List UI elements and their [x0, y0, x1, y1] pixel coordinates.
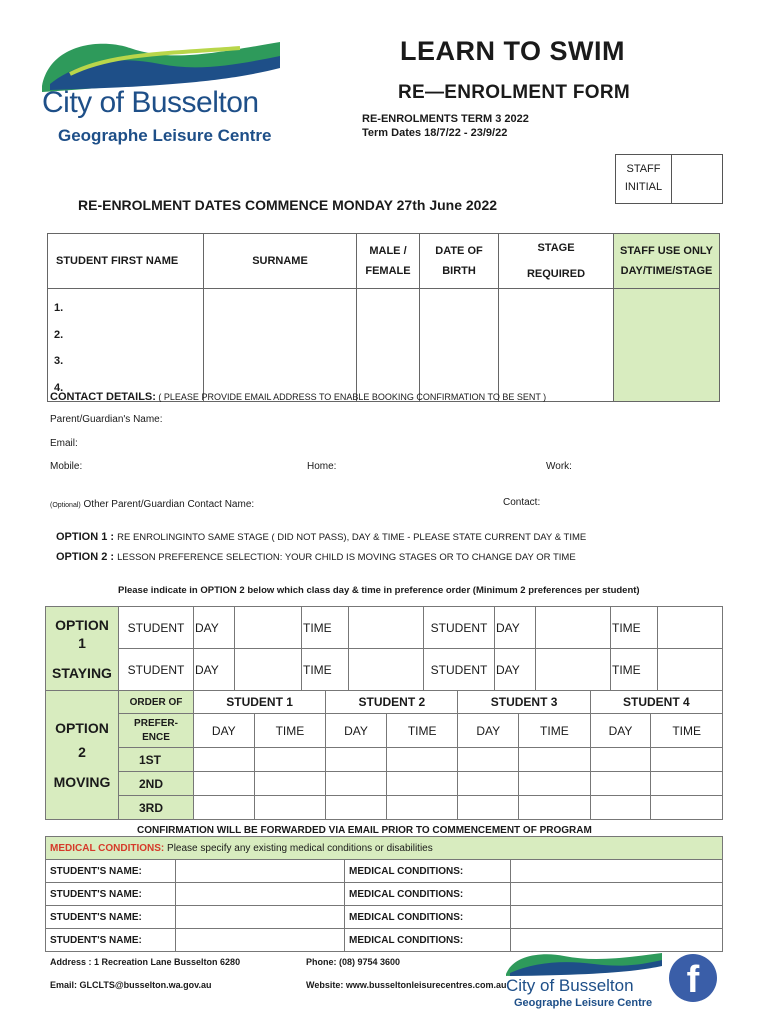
student-name-field[interactable]: [176, 929, 345, 952]
pref-cell[interactable]: [326, 772, 387, 796]
opt1-day-c-field[interactable]: [235, 649, 302, 691]
header-first-name: STUDENT FIRST NAME: [48, 234, 204, 289]
dob-field[interactable]: [420, 289, 499, 402]
form-subtitle: RE—ENROLMENT FORM: [398, 82, 631, 103]
option2-line: OPTION 2 : LESSON PREFERENCE SELECTION: YOUR CHILD IS MOVING STAGES OR TO CHANGE DAY OR TIME: [56, 551, 576, 563]
opt1-student-b-label: STUDENT: [424, 607, 495, 649]
pref-cell[interactable]: [326, 748, 387, 772]
pref-cell[interactable]: [254, 748, 326, 772]
pref-cell[interactable]: [651, 748, 723, 772]
pref-cell[interactable]: [519, 748, 591, 772]
pref-cell[interactable]: [194, 796, 255, 820]
pref-3rd: 3RD: [119, 796, 194, 820]
medical-conditions-field[interactable]: [511, 929, 723, 952]
pref-cell[interactable]: [386, 772, 458, 796]
header-dob: DATE OF BIRTH: [420, 234, 499, 289]
enrolment-dates: RE-ENROLMENT DATES COMMENCE MONDAY 27th June 2022: [78, 197, 498, 213]
pref-cell[interactable]: [386, 748, 458, 772]
opt1-day-a-field[interactable]: [235, 607, 302, 649]
opt1-time-a-field[interactable]: [349, 607, 424, 649]
medical-conditions-field[interactable]: [511, 883, 723, 906]
student2-header: STUDENT 2: [326, 691, 458, 714]
opt1-student-c-label: STUDENT: [119, 649, 194, 691]
student3-header: STUDENT 3: [458, 691, 590, 714]
logo-centre-name: Geographe Leisure Centre: [58, 126, 272, 145]
surname-field[interactable]: [204, 289, 357, 402]
footer-logo-centre: Geographe Leisure Centre: [514, 997, 653, 1009]
gender-field[interactable]: [357, 289, 420, 402]
staff-initial-box: [615, 154, 723, 204]
medical-conditions-label: MEDICAL CONDITIONS:: [345, 883, 511, 906]
option1-line: OPTION 1 : RE ENROLINGINTO SAME STAGE ( DID NOT PASS), DAY & TIME - PLEASE STATE CURRENT DAY & TIME: [56, 531, 587, 543]
pref-2nd: 2ND: [119, 772, 194, 796]
pref-cell[interactable]: [254, 796, 326, 820]
s4-day-header: DAY: [590, 714, 651, 748]
staff-use-field: [614, 289, 720, 402]
contact-heading: CONTACT DETAILS:: [50, 391, 156, 403]
pref-cell[interactable]: [590, 748, 651, 772]
optional-label: (Optional): [50, 502, 81, 509]
preference-instruction: Please indicate in OPTION 2 below which class day & time in preference order (Minimum 2 preferences per student): [118, 585, 640, 596]
footer-logo: [504, 950, 666, 1012]
opt1-time-d-label: TIME: [611, 649, 658, 691]
term-info: [362, 112, 529, 140]
order-of-label: ORDER OF: [119, 691, 194, 714]
medical-heading: MEDICAL CONDITIONS:: [50, 842, 165, 854]
medical-conditions-label: MEDICAL CONDITIONS:: [345, 906, 511, 929]
medical-conditions-field[interactable]: [511, 860, 723, 883]
pref-1st: 1ST: [119, 748, 194, 772]
parent-name-label[interactable]: Parent/Guardian's Name:: [50, 414, 163, 425]
opt1-day-a-label: DAY: [194, 607, 235, 649]
opt1-student-d-label: STUDENT: [424, 649, 495, 691]
medical-conditions-field[interactable]: [511, 906, 723, 929]
facebook-icon[interactable]: f: [669, 954, 717, 1002]
contact-label[interactable]: Contact:: [503, 497, 541, 508]
pref-cell[interactable]: [519, 772, 591, 796]
student-name-label: STUDENT'S NAME:: [46, 860, 176, 883]
s1-time-header: TIME: [254, 714, 326, 748]
pref-cell[interactable]: [590, 772, 651, 796]
pref-cell[interactable]: [326, 796, 387, 820]
footer-logo-city: City of Busselton: [506, 976, 634, 995]
s2-time-header: TIME: [386, 714, 458, 748]
term-dates: Term Dates 18/7/22 - 23/9/22: [362, 127, 508, 139]
pref-cell[interactable]: [651, 796, 723, 820]
student-rows-numbers[interactable]: 1. 2. 3. 4.: [48, 289, 204, 402]
opt1-time-d-field[interactable]: [658, 649, 723, 691]
student-table: [47, 233, 720, 402]
student-name-field[interactable]: [176, 906, 345, 929]
student1-header: STUDENT 1: [194, 691, 326, 714]
opt1-day-c-label: DAY: [194, 649, 235, 691]
opt1-day-b-label: DAY: [495, 607, 536, 649]
header-stage: STAGE REQUIRED: [499, 234, 614, 289]
contact-heading-line: [50, 391, 546, 403]
opt1-time-b-field[interactable]: [658, 607, 723, 649]
footer-address: Address : 1 Recreation Lane Busselton 6280: [50, 957, 241, 967]
pref-cell[interactable]: [458, 748, 519, 772]
home-label[interactable]: Home:: [307, 461, 337, 472]
header-staff-use: STAFF USE ONLY DAY/TIME/STAGE: [614, 234, 720, 289]
city-logo: [40, 34, 285, 149]
other-contact-label: Other Parent/Guardian Contact Name:: [80, 499, 255, 510]
s4-time-header: TIME: [651, 714, 723, 748]
footer-logo-wave-icon: [504, 950, 664, 976]
option2-table: [45, 690, 723, 820]
email-label[interactable]: Email:: [50, 438, 78, 449]
opt1-day-d-field[interactable]: [536, 649, 611, 691]
student4-header: STUDENT 4: [590, 691, 722, 714]
header-gender: MALE / FEMALE: [357, 234, 420, 289]
s3-time-header: TIME: [519, 714, 591, 748]
opt1-time-c-label: TIME: [302, 649, 349, 691]
pref-cell[interactable]: [458, 796, 519, 820]
medical-table: [45, 836, 723, 952]
s1-day-header: DAY: [194, 714, 255, 748]
medical-conditions-label: MEDICAL CONDITIONS:: [345, 860, 511, 883]
opt1-student-a-label: STUDENT: [119, 607, 194, 649]
s3-day-header: DAY: [458, 714, 519, 748]
student-name-label: STUDENT'S NAME:: [46, 929, 176, 952]
student-name-label: STUDENT'S NAME:: [46, 906, 176, 929]
stage-field[interactable]: [499, 289, 614, 402]
form-title: LEARN TO SWIM: [400, 36, 625, 66]
other-contact-line[interactable]: [50, 499, 254, 510]
student-name-field[interactable]: [176, 860, 345, 883]
s2-day-header: DAY: [326, 714, 387, 748]
pref-cell[interactable]: [386, 796, 458, 820]
staff-initial-field[interactable]: [673, 155, 722, 203]
logo-wave-icon: [40, 34, 285, 94]
opt1-time-b-label: TIME: [611, 607, 658, 649]
pref-cell[interactable]: [458, 772, 519, 796]
pref-cell[interactable]: [651, 772, 723, 796]
student-name-field[interactable]: [176, 883, 345, 906]
option1-cell: OPTION 1 STAYING: [46, 607, 119, 691]
preference-label: PREFER- ENCE: [119, 714, 194, 748]
opt1-day-d-label: DAY: [495, 649, 536, 691]
opt1-day-b-field[interactable]: [536, 607, 611, 649]
term-label: RE-ENROLMENTS TERM 3 2022: [362, 113, 529, 125]
logo-city-name: City of Busselton: [42, 86, 259, 119]
staff-initial-label: STAFF INITIAL: [616, 155, 672, 203]
pref-cell[interactable]: [519, 796, 591, 820]
pref-cell[interactable]: [254, 772, 326, 796]
option2-cell: OPTION 2 MOVING: [46, 691, 119, 820]
pref-cell[interactable]: [590, 796, 651, 820]
header-surname: SURNAME: [204, 234, 357, 289]
confirmation-notice: CONFIRMATION WILL BE FORWARDED VIA EMAIL PRIOR TO COMMENCEMENT OF PROGRAM: [137, 825, 592, 836]
mobile-label[interactable]: Mobile:: [50, 461, 83, 472]
medical-conditions-label: MEDICAL CONDITIONS:: [345, 929, 511, 952]
medical-heading-row: [46, 837, 723, 860]
footer-email[interactable]: Email: GLCLTS@busselton.wa.gov.au: [50, 980, 212, 990]
work-label[interactable]: Work:: [546, 461, 572, 472]
student-name-label: STUDENT'S NAME:: [46, 883, 176, 906]
medical-note: Please specify any existing medical conditions or disabilities: [164, 842, 433, 854]
pref-cell[interactable]: [194, 772, 255, 796]
contact-note: ( PLEASE PROVIDE EMAIL ADDRESS TO ENABLE BOOKING CONFIRMATION TO BE SENT ): [155, 392, 547, 402]
option-table: [45, 606, 723, 691]
footer-phone: Phone: (08) 9754 3600: [306, 957, 401, 967]
pref-cell[interactable]: [194, 748, 255, 772]
footer-website[interactable]: Website: www.busseltonleisurecentres.com.au: [306, 980, 507, 990]
opt1-time-c-field[interactable]: [349, 649, 424, 691]
opt1-time-a-label: TIME: [302, 607, 349, 649]
